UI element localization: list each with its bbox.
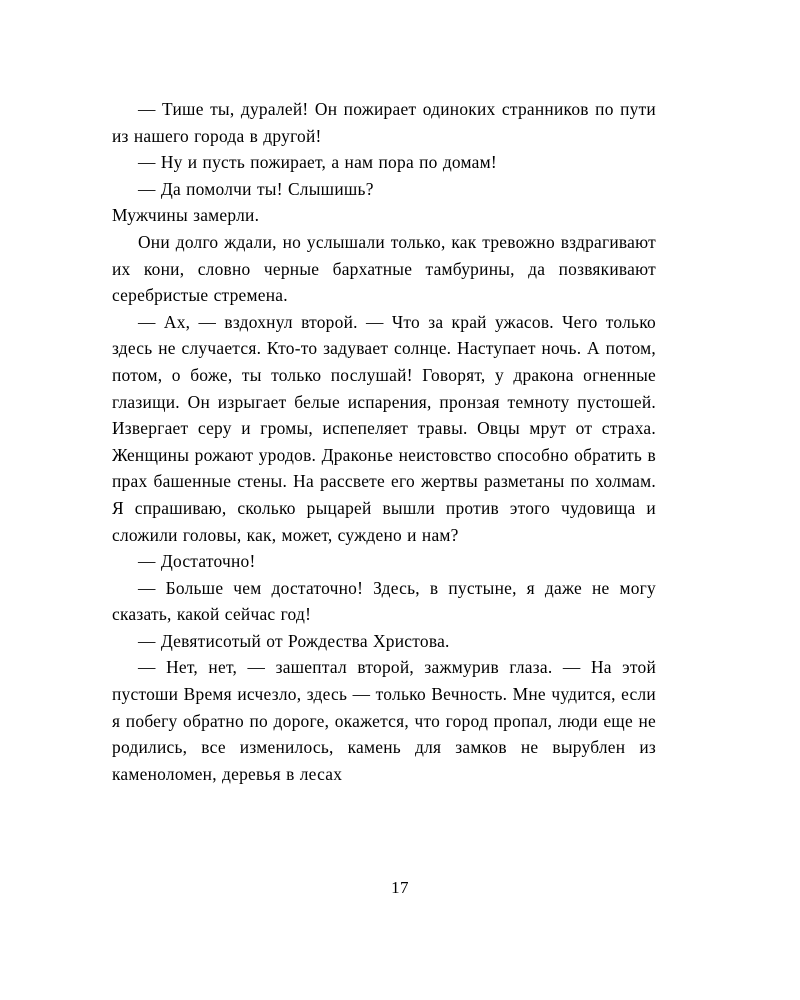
paragraph: — Больше чем достаточно! Здесь, в пустыне, я даже не могу сказать, какой сейчас год!: [112, 577, 656, 625]
paragraph: — Тише ты, дуралей! Он пожирает одиноких странников по пути из нашего города в другой!: [112, 99, 656, 146]
paragraph: — Ах, — вздохнул второй. — Что за край ужасов. Чего только здесь не случается. Кто-то задувает солнце. Наступает ночь. А потом, потом, о боже, ты только послушай! Говорят, у дракона огненные глазищи. Он изрыгает белые испарения, пронзая темноту пустошей. Извергает серу и громы, испепеляет травы. Овцы мрут от страха. Женщины рожают уродов. Драконье неистовство способно обратить в прах башенные стены. На рассвете его жертвы разметаны по холмам. Я спрашиваю, сколько рыцарей вышли против этого чудовища и сложили головы, как, может, суждено и нам?: [112, 311, 656, 545]
page-number: 17: [391, 878, 409, 897]
paragraph: — Ну и пусть пожирает, а нам пора по домам!: [138, 152, 497, 173]
paragraph: — Девятисотый от Рождества Христова.: [138, 630, 450, 651]
body-text: [112, 96, 656, 787]
paragraph: Мужчины замерли.: [112, 205, 260, 226]
paragraph: — Да помолчи ты! Слышишь?: [138, 178, 374, 199]
paragraph: — Нет, нет, — зашептал второй, зажмурив глаза. — На этой пустоши Время исчезло, здесь — только Вечность. Мне чудится, если я побегу обратно по дороге, окажется, что город пропал, люди еще не родились, все изменилось, камень для замков не вырублен из каменоломен, деревья в лесах: [112, 657, 656, 784]
paragraph: Они долго ждали, но услышали только, как тревожно вздрагивают их кони, словно черные бархатные тамбурины, да позвякивают серебристые стремена.: [112, 231, 656, 306]
paragraph: — Достаточно!: [138, 551, 256, 572]
